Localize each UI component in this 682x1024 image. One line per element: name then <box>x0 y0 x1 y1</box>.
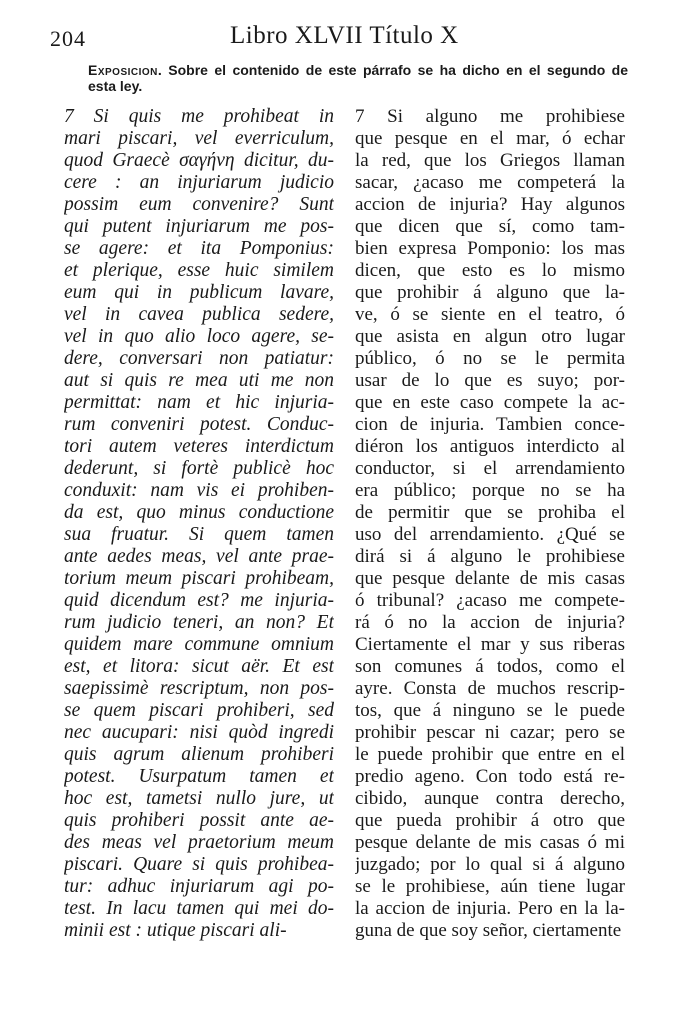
page-header <box>50 22 630 56</box>
spanish-text-line: sacar, ¿acaso me competerá la <box>355 172 625 193</box>
latin-text-line: des meas vel praetorium meum <box>64 832 334 853</box>
spanish-text-line: ayre. Consta de muchos rescrip- <box>355 678 625 699</box>
spanish-text-line: 7 Si alguno me prohibiese <box>355 106 625 127</box>
spanish-text-line: la red, que los Griegos llaman <box>355 150 625 171</box>
spanish-text-line: bien expresa Pomponio: los mas <box>355 238 625 259</box>
exposition-note <box>88 62 628 94</box>
latin-text-line: hoc est, tametsi nullo jure, ut <box>64 788 334 809</box>
spanish-text-line: que asista en algun otro lugar <box>355 326 625 347</box>
spanish-text-line: uso del arrendamiento. ¿Qué se <box>355 524 625 545</box>
spanish-text-line: que pueda prohibir á otro que <box>355 810 625 831</box>
latin-text-line: test. In lacu tamen qui mei do- <box>64 898 334 919</box>
latin-text-line: potest. Usurpatum tamen et <box>64 766 334 787</box>
spanish-column <box>355 106 625 942</box>
latin-text-line: vel in cavea publica sedere, <box>64 304 334 325</box>
latin-text-line: qui putent injuriarum me pos- <box>64 216 334 237</box>
latin-text-line: est, et litora: sicut aër. Et est <box>64 656 334 677</box>
spanish-text-line: de permitir que se prohiba el <box>355 502 625 523</box>
spanish-text-line: se le prohibiese, aún tiene lugar <box>355 876 625 897</box>
latin-text-line: 7 Si quis me prohibeat in <box>64 106 334 127</box>
spanish-text-line: le puede prohibir que entre en el <box>355 744 625 765</box>
spanish-text-line: pesque delante de mis casas ó mi <box>355 832 625 853</box>
latin-text-line: nec aucupari: nisi quòd ingredi <box>64 722 334 743</box>
spanish-text-line: que pesque en el mar, ó echar <box>355 128 625 149</box>
spanish-text-line: era público; porque no se ha <box>355 480 625 501</box>
latin-text-line: piscari. Quare si quis prohibea- <box>64 854 334 875</box>
spanish-text-line: público, ó no se le permita <box>355 348 625 369</box>
latin-text-line: dere, conversari non patiatur: <box>64 348 334 369</box>
spanish-text-line: ve, ó se siente en el teatro, ó <box>355 304 625 325</box>
spanish-text-line: rá ó no la accion de injuria? <box>355 612 625 633</box>
latin-text-line: quis agrum alienum prohiberi <box>64 744 334 765</box>
latin-text-line: quidem mare commune omnium <box>64 634 334 655</box>
latin-text-line: rum judicio teneri, an non? Et <box>64 612 334 633</box>
latin-text-line: se agere: et ita Pomponius: <box>64 238 334 259</box>
spanish-text-line: prohibir pescar ni cazar; pero se <box>355 722 625 743</box>
spanish-text-line: cion de injuria. Tambien conce- <box>355 414 625 435</box>
latin-text-line: rum conveniri potest. Conduc- <box>64 414 334 435</box>
latin-text-line: mari piscari, vel everriculum, <box>64 128 334 149</box>
latin-text-line: cere : an injuriarum judicio <box>64 172 334 193</box>
spanish-text-line: que en este caso compete la ac- <box>355 392 625 413</box>
spanish-text-line: Ciertamente el mar y sus riberas <box>355 634 625 655</box>
latin-text-line: eum qui in publicum lavare, <box>64 282 334 303</box>
spanish-text-line: dicen, que esto es lo mismo <box>355 260 625 281</box>
latin-text-line: se quem piscari prohiberi, sed <box>64 700 334 721</box>
spanish-text-line: tos, que á ninguno se le puede <box>355 700 625 721</box>
spanish-text-line: que prohibir á alguno que la- <box>355 282 625 303</box>
exposition-label: Exposicion. <box>88 62 163 78</box>
latin-text-line: tur: adhuc injuriarum agi po- <box>64 876 334 897</box>
spanish-text-line: dirá si á alguno le prohibiese <box>355 546 625 567</box>
latin-text-line: quid dicendum est? me injuria- <box>64 590 334 611</box>
running-title: Libro XLVII Título X <box>230 22 459 49</box>
latin-text-line: dederunt, si fortè publicè hoc <box>64 458 334 479</box>
exposition-text: Sobre el contenido de este párrafo se ha dicho en el segundo de esta ley. <box>88 62 628 94</box>
latin-text-line: quod Graecè σαγήνη dicitur, du- <box>64 150 334 171</box>
spanish-text-line: ó tribunal? ¿acaso me compete- <box>355 590 625 611</box>
latin-text-line: saepissimè rescriptum, non pos- <box>64 678 334 699</box>
latin-text-line: permittat: nam et hic injuria- <box>64 392 334 413</box>
spanish-text-line: juzgado; por lo qual si á alguno <box>355 854 625 875</box>
latin-text-line: tori autem veteres interdictum <box>64 436 334 457</box>
latin-column <box>64 106 334 942</box>
latin-text-line: vel in quo alio loco agere, se- <box>64 326 334 347</box>
latin-text-line: minii est : utique piscari ali- <box>64 920 287 941</box>
spanish-text-line: usar de lo que es suyo; por- <box>355 370 625 391</box>
spanish-text-line: conductor, si el arrendamiento <box>355 458 625 479</box>
latin-text-line: sua fruatur. Si quem tamen <box>64 524 334 545</box>
spanish-text-line: guna de que soy señor, ciertamente <box>355 920 622 941</box>
latin-text-line: torium meum piscari prohibeam, <box>64 568 334 589</box>
spanish-text-line: que pesque delante de mis casas <box>355 568 625 589</box>
latin-text-line: ante aedes meas, vel ante prae- <box>64 546 334 567</box>
latin-text-line: possim eum convenire? Sunt <box>64 194 334 215</box>
spanish-text-line: accion de injuria? Hay algunos <box>355 194 625 215</box>
latin-text-line: quis prohiberi possit ante ae- <box>64 810 334 831</box>
spanish-text-line: la accion de injuria. Pero en la la- <box>355 898 625 919</box>
spanish-text-line: son comunes á todos, como el <box>355 656 625 677</box>
spanish-text-line: cibido, aunque contra derecho, <box>355 788 625 809</box>
spanish-text-line: que dicen que sí, como tam- <box>355 216 625 237</box>
latin-text-line: conduxit: nam vis ei prohiben- <box>64 480 334 501</box>
latin-text-line: da est, quo minus conductione <box>64 502 334 523</box>
spanish-text-line: predio ageno. Con todo está re- <box>355 766 625 787</box>
latin-text-line: aut si quis re mea uti me non <box>64 370 334 391</box>
page-number: 204 <box>50 26 86 51</box>
spanish-text-line: diéron los antiguos interdicto al <box>355 436 625 457</box>
latin-text-line: et plerique, esse huic similem <box>64 260 334 281</box>
